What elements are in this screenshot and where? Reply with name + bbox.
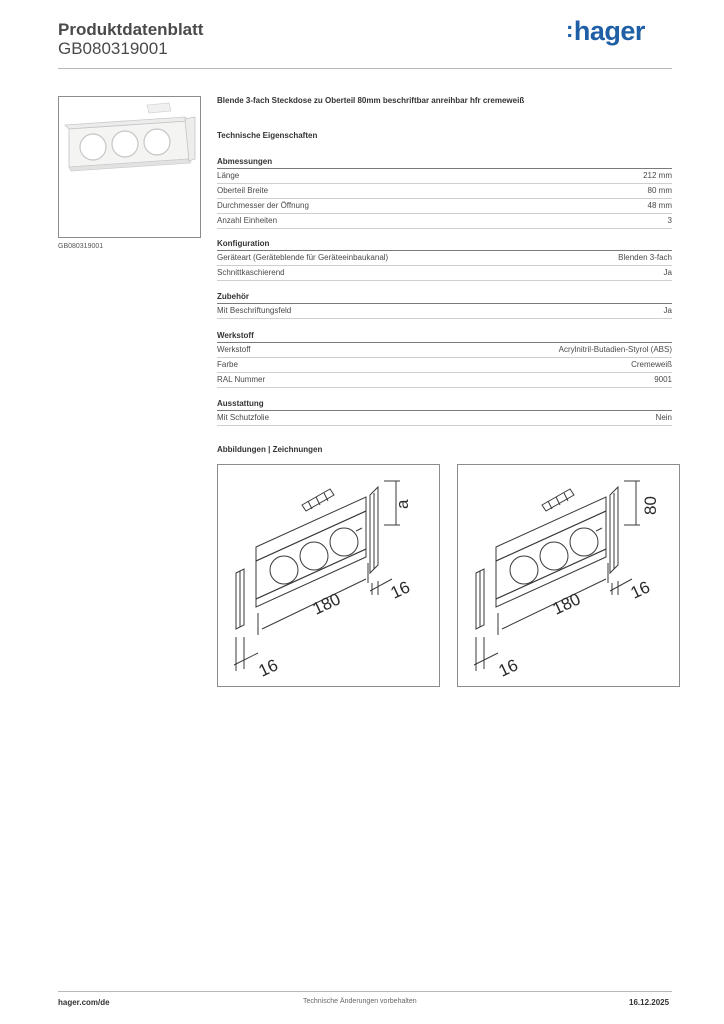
property-label: Werkstoff [217, 345, 251, 354]
property-row [217, 373, 672, 388]
property-row [217, 411, 672, 426]
property-row [217, 343, 672, 358]
property-value: 9001 [654, 375, 672, 384]
product-number: GB080319001 [58, 39, 168, 58]
property-label: Länge [217, 171, 240, 180]
property-value: Blenden 3-fach [618, 253, 672, 262]
document-title: Produktdatenblatt [58, 20, 204, 39]
property-row [217, 266, 672, 281]
property-value: 48 mm [647, 201, 672, 210]
property-label: Farbe [217, 360, 238, 369]
section-heading: Werkstoff [217, 330, 672, 343]
property-value: Cremeweiß [631, 360, 672, 369]
dim-left-label: 16 [495, 655, 521, 681]
drawings-heading: Abbildungen | Zeichnungen [217, 445, 323, 454]
property-value: Ja [663, 306, 672, 315]
dim-left-label: 16 [255, 655, 281, 681]
property-value: 80 mm [647, 186, 672, 195]
property-row [217, 304, 672, 319]
footer-website[interactable]: hager.com/de [58, 998, 110, 1007]
property-label: Anzahl Einheiten [217, 216, 278, 225]
section-heading: Zubehör [217, 291, 672, 304]
footer-date: 16.12.2025 [629, 998, 670, 1007]
drawing-1-svg [218, 465, 439, 686]
product-title: Blende 3-fach Steckdose zu Oberteil 80mm beschriftbar anreihbar hfr cremeweiß [217, 96, 525, 105]
dim-height-label: 80 [641, 496, 660, 515]
property-label: RAL Nummer [217, 375, 266, 384]
technical-drawing-2 [457, 464, 680, 687]
footer-note: Technische Änderungen vorbehalten [303, 998, 417, 1005]
product-illustration [59, 97, 200, 237]
dim-length-label: 180 [549, 589, 584, 619]
technical-drawing-1 [217, 464, 440, 687]
brand-logo-dots: : [566, 17, 573, 42]
dim-length-label: 180 [309, 589, 344, 619]
property-value: Acrylnitril-Butadien-Styrol (ABS) [558, 345, 672, 354]
property-value: Ja [663, 268, 672, 277]
section-heading: Ausstattung [217, 398, 672, 411]
property-row [217, 358, 672, 373]
section-heading: Konfiguration [217, 238, 672, 251]
property-value: 212 mm [643, 171, 672, 180]
section-zubehoer [217, 291, 672, 319]
header-divider [58, 68, 672, 69]
property-value: 3 [667, 216, 672, 225]
tech-properties-heading: Technische Eigenschaften [217, 131, 318, 140]
property-value: Nein [655, 413, 672, 422]
brand-logo [566, 16, 645, 47]
dim-right-label: 16 [627, 577, 653, 603]
drawing-2-svg [458, 465, 679, 686]
image-caption: GB080319001 [58, 243, 104, 250]
property-label: Oberteil Breite [217, 186, 269, 195]
property-label: Mit Schutzfolie [217, 413, 270, 422]
section-konfiguration [217, 238, 672, 281]
property-row [217, 214, 672, 229]
property-row [217, 251, 672, 266]
property-label: Geräteart (Geräteblende für Geräteeinbaukanal) [217, 253, 389, 262]
section-werkstoff [217, 330, 672, 388]
dim-right-label: 16 [387, 577, 413, 603]
property-row [217, 199, 672, 214]
dim-height-label: a [393, 499, 412, 509]
property-label: Durchmesser der Öffnung [217, 201, 309, 210]
product-image [58, 96, 201, 238]
section-ausstattung [217, 398, 672, 426]
property-row [217, 169, 672, 184]
property-label: Schnittkaschierend [217, 268, 285, 277]
section-heading: Abmessungen [217, 156, 672, 169]
property-row [217, 184, 672, 199]
brand-logo-text: hager [573, 16, 645, 46]
footer-divider [58, 991, 672, 992]
property-label: Mit Beschriftungsfeld [217, 306, 292, 315]
section-abmessungen [217, 156, 672, 229]
